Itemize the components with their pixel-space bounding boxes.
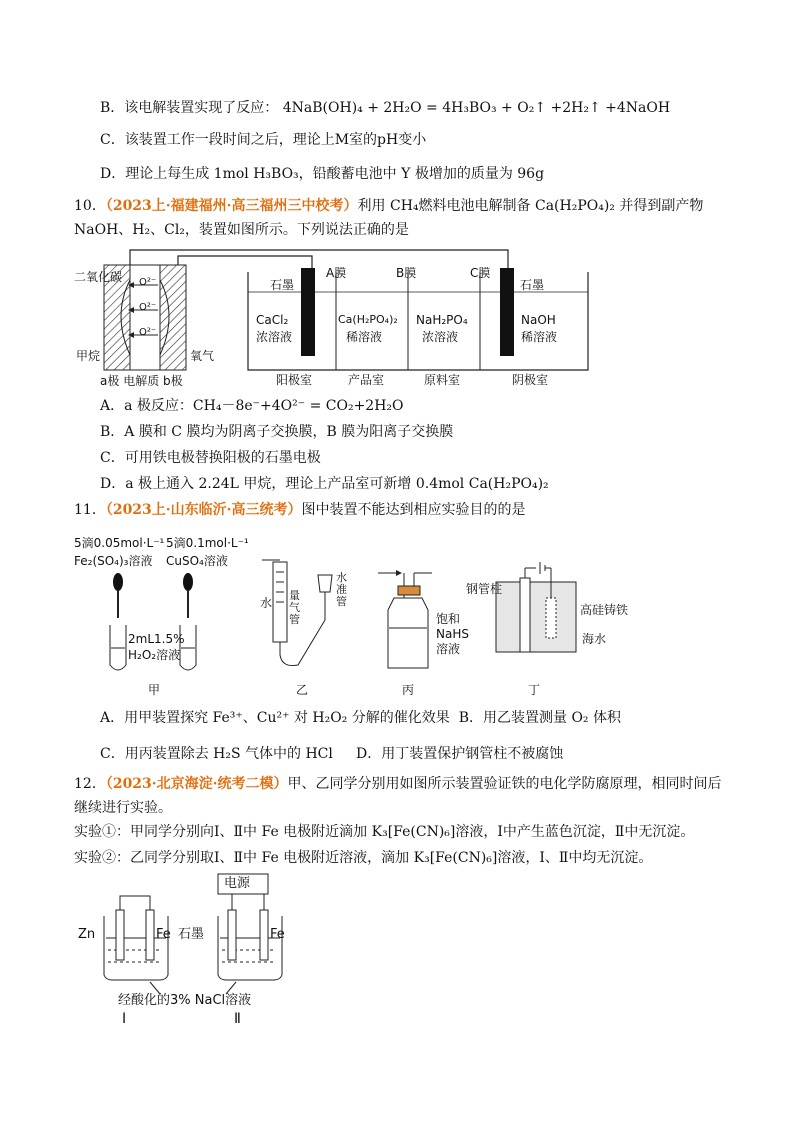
q9-option-c: C．该装置工作一段时间之后，理论上M室的pH变小 bbox=[100, 132, 427, 148]
q11-option-a: A．用甲装置探究 Fe³⁺、Cu²⁺ 对 H₂O₂ 分解的催化效果 bbox=[100, 710, 450, 726]
bing-l3: 溶液 bbox=[436, 642, 461, 656]
sol1-bot: 浓溶液 bbox=[256, 330, 293, 344]
fe2-label: Fe bbox=[270, 927, 285, 942]
q10-source: （2023上·福建福州·高三福州三中校考） bbox=[105, 198, 358, 214]
co2-label: 二氧化碳 bbox=[74, 270, 123, 284]
q10-option-b: B．A 膜和 C 膜均为阴离子交换膜，B 膜为阳离子交换膜 bbox=[100, 424, 454, 440]
q10-option-a: A．a 极反应：CH₄－8e⁻+4O²⁻ = CO₂+2H₂O bbox=[100, 398, 404, 414]
q10-stem: 10．（2023上·福建福州·高三福州三中校考）利用 CH₄燃料电池电解制备 Ca(H₂PO₄)₂ 并得到副产物 bbox=[74, 198, 704, 214]
jia-reagent-1: 5滴0.05mol·L⁻¹ bbox=[74, 536, 165, 550]
yi-water: 水 bbox=[260, 596, 273, 610]
sol2-top: Ca(H₂PO₄)₂ bbox=[338, 313, 398, 326]
q12-source: （2023·北京海淀·统考二模） bbox=[105, 776, 288, 792]
graphite-left-label: 石墨 bbox=[270, 278, 295, 292]
jia-reagent-2: Fe₂(SO₄)₃溶液 bbox=[74, 554, 153, 568]
room3-label: 原料室 bbox=[424, 373, 461, 387]
sol3-bot: 浓溶液 bbox=[422, 330, 459, 344]
jia-name: 甲 bbox=[148, 683, 161, 697]
q9-option-d: D．理论上每生成 1mol H₃BO₃，铅酸蓄电池中 Y 极增加的质量为 96g bbox=[100, 166, 545, 182]
o2-ion-3: O²⁻ bbox=[139, 327, 157, 338]
q11-stem: 11．（2023上·山东临沂·高三统考）图中装置不能达到相应实验目的的是 bbox=[74, 502, 526, 518]
jia-tube-label-1: 2mL1.5% bbox=[128, 632, 185, 646]
q12-exp1: 实验①：甲同学分别向Ⅰ、Ⅱ中 Fe 电极附近滴加 K₃[Fe(CN)₆]溶液，Ⅰ中产生蓝色沉淀，Ⅱ中无沉淀。 bbox=[74, 824, 695, 840]
o2-ion-1: O²⁻ bbox=[139, 277, 157, 288]
yi-tube: 量气管 bbox=[289, 589, 300, 626]
zn-label: Zn bbox=[78, 927, 96, 942]
beaker-II-label: Ⅱ bbox=[234, 1011, 241, 1027]
q11-source: （2023上·山东临沂·高三统考） bbox=[105, 502, 302, 518]
q10-stem-2: NaOH、H₂、Cl₂，装置如图所示。下列说法正确的是 bbox=[74, 222, 409, 238]
q9-option-b: B．该电解装置实现了反应： 4NaB(OH)₄ + 2H₂O = 4H₃BO₃ + O₂↑ +2H₂↑ +4NaOH bbox=[100, 100, 671, 116]
q11-option-d: D．用丁装置保护钢管柱不被腐蚀 bbox=[356, 746, 564, 762]
power-supply-label: 电源 bbox=[224, 876, 251, 891]
solution-label: 经酸化的3% NaCl溶液 bbox=[118, 993, 252, 1008]
a-pole-label: a极 电解质 b极 bbox=[100, 374, 183, 388]
ding-iron: 高硅铸铁 bbox=[580, 603, 629, 617]
sol4-bot: 稀溶液 bbox=[521, 330, 558, 344]
q12-stem: 12．（2023·北京海淀·统考二模）甲、乙同学分别用如图所示装置验证铁的电化学防腐原理，相同时间后 bbox=[74, 776, 722, 792]
room1-label: 阳极室 bbox=[276, 373, 313, 387]
q12-stem-2: 继续进行实验。 bbox=[74, 800, 172, 816]
room4-label: 阴极室 bbox=[512, 373, 549, 387]
bing-l2: NaHS bbox=[436, 627, 469, 641]
graphite-right-label: 石墨 bbox=[520, 278, 545, 292]
a-membrane-label: A膜 bbox=[326, 266, 347, 280]
q10-option-d: D．a 极上通入 2.24L 甲烷，理论上产品室可新增 0.4mol Ca(H₂PO₄)₂ bbox=[100, 476, 549, 492]
q10-option-c: C．可用铁电极替换阳极的石墨电极 bbox=[100, 450, 321, 466]
jia-tube-label-2: H₂O₂溶液 bbox=[128, 648, 181, 662]
sol1-top: CaCl₂ bbox=[256, 313, 289, 327]
bing-l1: 饱和 bbox=[436, 612, 461, 626]
o2-ion-2: O²⁻ bbox=[139, 302, 157, 313]
oxygen-label: 氧气 bbox=[190, 349, 215, 363]
sol4-top: NaOH bbox=[521, 313, 556, 327]
bing-name: 丙 bbox=[402, 683, 415, 697]
q11-option-c: C．用丙装置除去 H₂S 气体中的 HCl bbox=[100, 746, 333, 762]
methane-label: 甲烷 bbox=[76, 349, 101, 363]
q12-exp2: 实验②：乙同学分别取Ⅰ、Ⅱ中 Fe 电极附近溶液，滴加 K₃[Fe(CN)₆]溶液，Ⅰ、Ⅱ中均无沉淀。 bbox=[74, 850, 653, 866]
yi-leveling: 水准管 bbox=[336, 571, 347, 608]
q11-option-b: B．用乙装置测量 O₂ 体积 bbox=[458, 710, 621, 726]
sol2-bot: 稀溶液 bbox=[346, 330, 383, 344]
jia-reagent-3: 5滴0.1mol·L⁻¹ bbox=[166, 536, 249, 550]
graphite-label: 石墨 bbox=[178, 927, 205, 942]
ding-sea: 海水 bbox=[582, 632, 607, 646]
jia-reagent-4: CuSO₄溶液 bbox=[166, 554, 228, 568]
c-membrane-label: C膜 bbox=[470, 266, 491, 280]
b-membrane-label: B膜 bbox=[396, 266, 417, 280]
fe1-label: Fe bbox=[156, 927, 171, 942]
ding-name: 丁 bbox=[528, 683, 541, 697]
beaker-I-label: Ⅰ bbox=[122, 1011, 127, 1027]
ding-pillar: 钢管柱 bbox=[466, 582, 503, 596]
yi-name: 乙 bbox=[296, 683, 309, 697]
room2-label: 产品室 bbox=[348, 373, 385, 387]
sol3-top: NaH₂PO₄ bbox=[416, 313, 468, 327]
